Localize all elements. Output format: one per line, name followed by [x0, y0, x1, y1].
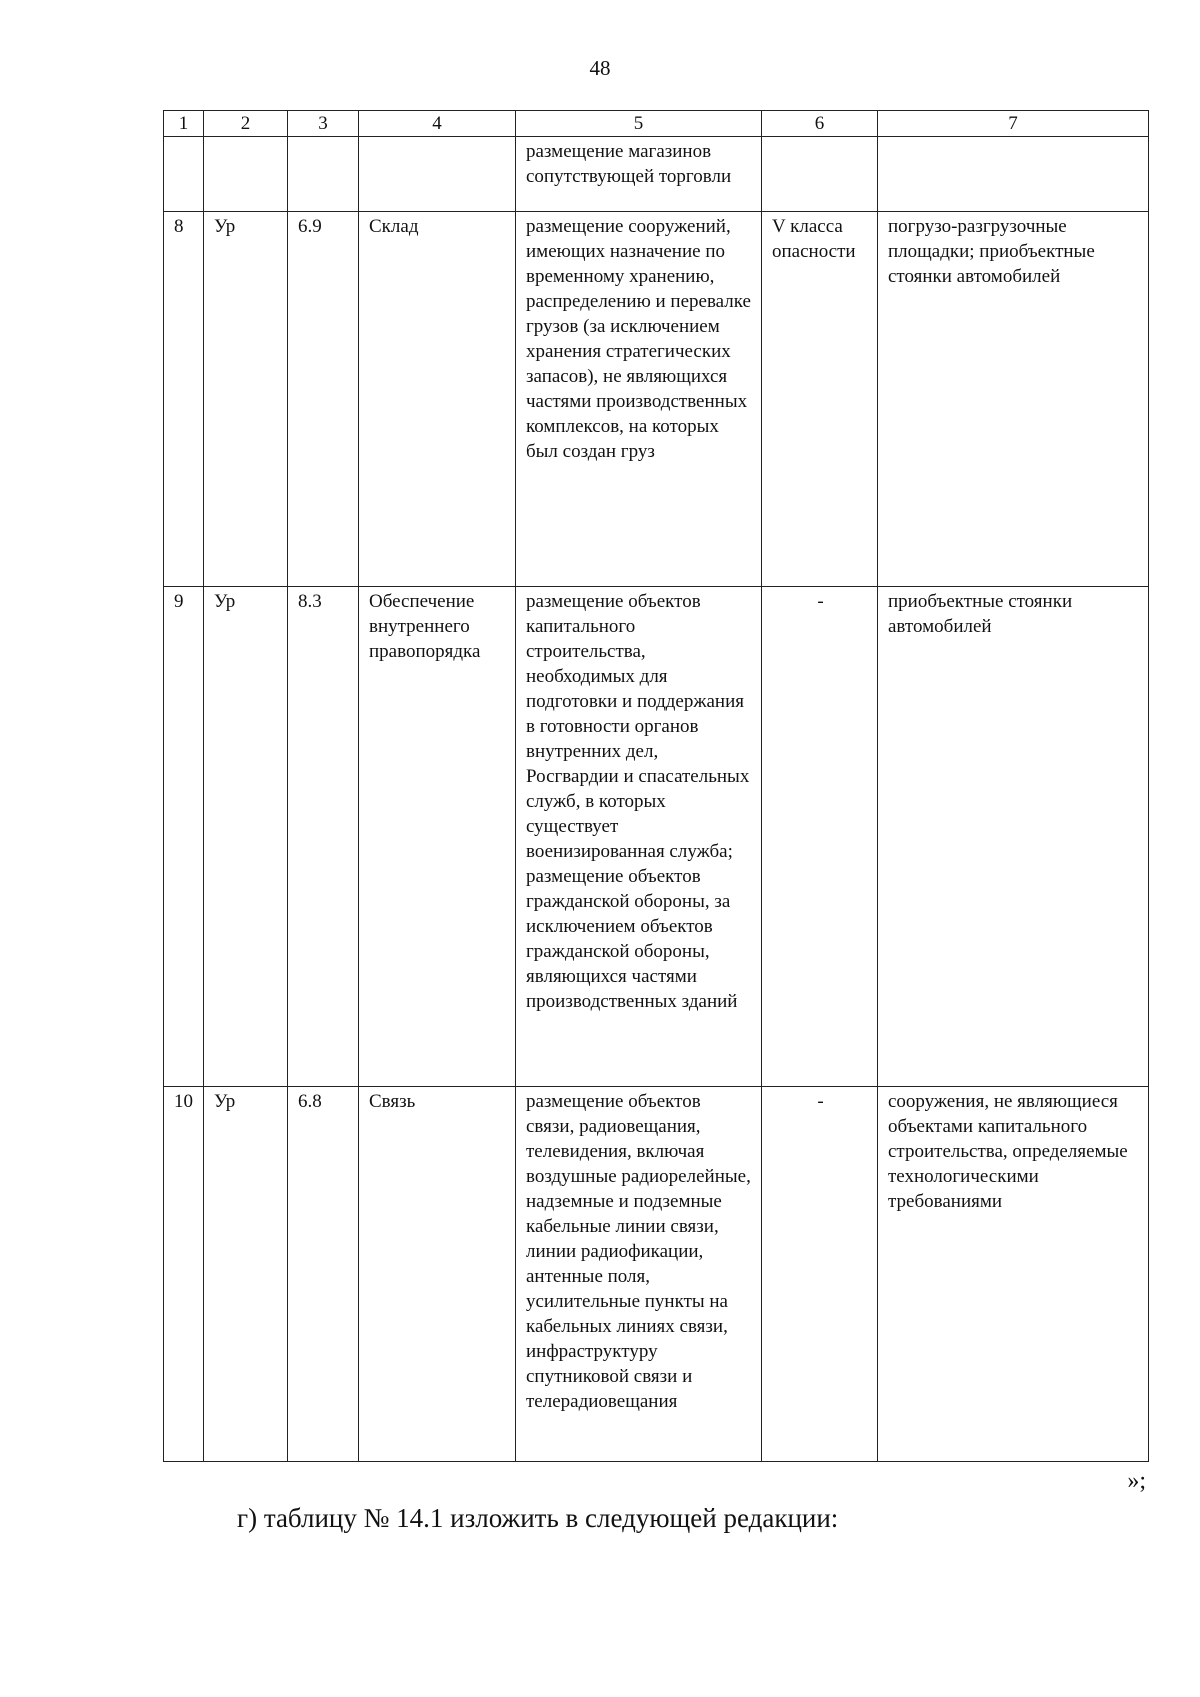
zone-cell: Ур	[204, 587, 288, 1087]
code-cell	[288, 137, 359, 212]
row-number-cell: 8	[164, 212, 204, 587]
page-number: 48	[589, 56, 611, 80]
use-name-cell: Связь	[359, 1087, 516, 1462]
hazard-class-cell: -	[762, 1087, 878, 1462]
table-row	[164, 212, 1149, 587]
use-name-cell	[359, 137, 516, 212]
closing-quote: »;	[1127, 1468, 1146, 1494]
use-name-cell: Склад	[359, 212, 516, 587]
code-cell: 6.8	[288, 1087, 359, 1462]
column-header: 5	[516, 111, 762, 137]
row-number-cell	[164, 137, 204, 212]
use-description-cell: размещение магазинов сопутствующей торговли	[516, 137, 762, 212]
zone-cell: Ур	[204, 212, 288, 587]
code-cell: 8.3	[288, 587, 359, 1087]
auxiliary-use-cell: приобъектные стоянки автомобилей	[878, 587, 1149, 1087]
table-row	[164, 587, 1149, 1087]
use-description-cell: размещение объектов капитального строительства, необходимых для подготовки и поддержания в готовности органов внутренних дел, Росгвардии и спасательных служб, в которых существует военизированная служба; размещение объектов гражданской обороны, за исключением объектов гражданской обороны, являющихся частями производственных зданий	[516, 587, 762, 1087]
hazard-class-cell	[762, 137, 878, 212]
instruction-paragraph: г) таблицу № 14.1 изложить в следующей редакции:	[237, 1503, 839, 1533]
column-header: 7	[878, 111, 1149, 137]
auxiliary-use-cell: погрузо-разгрузочные площадки; приобъектные стоянки автомобилей	[878, 212, 1149, 587]
auxiliary-use-cell	[878, 137, 1149, 212]
column-header: 4	[359, 111, 516, 137]
row-number-cell: 9	[164, 587, 204, 1087]
table-header-row	[164, 111, 1149, 137]
land-use-table	[163, 110, 1149, 1462]
column-header: 6	[762, 111, 878, 137]
code-cell: 6.9	[288, 212, 359, 587]
zone-cell: Ур	[204, 1087, 288, 1462]
table-row	[164, 137, 1149, 212]
hazard-class-cell: -	[762, 587, 878, 1087]
use-description-cell: размещение объектов связи, радиовещания, телевидения, включая воздушные радиорелейные, надземные и подземные кабельные линии связи, линии радиофикации, антенные поля, усилительные пункты на кабельных линиях связи, инфраструктуру спутниковой связи и телерадиовещания	[516, 1087, 762, 1462]
hazard-class-cell: V класса опасности	[762, 212, 878, 587]
column-header: 3	[288, 111, 359, 137]
zone-cell	[204, 137, 288, 212]
table-row	[164, 1087, 1149, 1462]
row-number-cell: 10	[164, 1087, 204, 1462]
column-header: 2	[204, 111, 288, 137]
use-name-cell: Обеспечение внутреннего правопорядка	[359, 587, 516, 1087]
column-header: 1	[164, 111, 204, 137]
auxiliary-use-cell: сооружения, не являющиеся объектами капитального строительства, определяемые технологическими требованиями	[878, 1087, 1149, 1462]
use-description-cell: размещение сооружений, имеющих назначение по временному хранению, распределению и перевалке грузов (за исключением хранения стратегических запасов), не являющихся частями производственных комплексов, на которых был создан груз	[516, 212, 762, 587]
